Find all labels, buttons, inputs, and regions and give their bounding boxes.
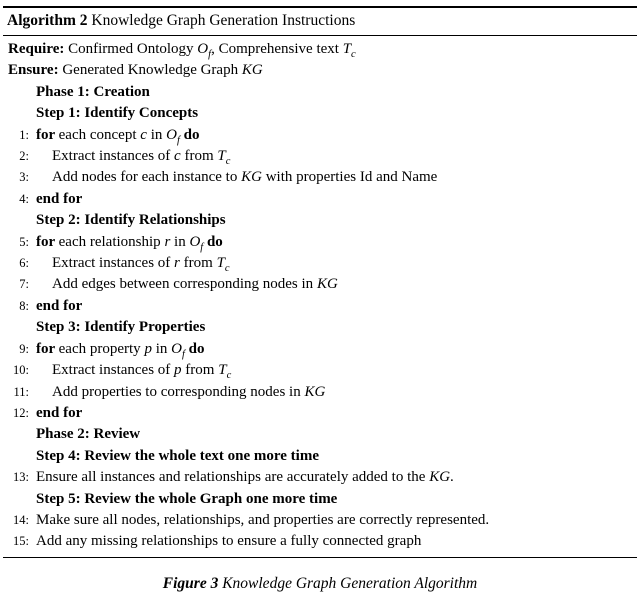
line-number: 15: — [13, 534, 29, 549]
line-number: 5: — [19, 234, 29, 249]
line-content: Extract instances of c from $T_c$ — [52, 148, 231, 168]
algorithm-label: Algorithm 2 — [7, 12, 88, 29]
algo-line — [7, 317, 633, 338]
line-content: Make sure all nodes, relationships, and properties are correctly represented. — [36, 511, 490, 528]
algo-line — [7, 339, 633, 360]
algo-line — [7, 510, 633, 531]
line-number: 4: — [19, 191, 29, 206]
line-number: 2: — [19, 149, 29, 164]
line-number: 9: — [19, 341, 29, 356]
algo-line — [7, 360, 633, 381]
bottom-rule — [3, 557, 637, 558]
algo-line — [7, 446, 633, 467]
line-content: Step 3: Identify Properties — [36, 319, 206, 336]
line-number: 14: — [13, 512, 29, 527]
line-content: Step 5: Review the whole Graph one more time — [36, 490, 338, 507]
line-content: Extract instances of r from $T_c$ — [52, 255, 230, 275]
algorithm-title-text: Knowledge Graph Generation Instructions — [87, 12, 356, 29]
algorithm-title — [3, 8, 637, 35]
line-content: Require: Confirmed Ontology $O_f$, Comprehensive text $T_c$ — [8, 41, 356, 60]
line-content: for each relationship r in $O_f$ do — [36, 233, 223, 253]
line-content: for each concept c in $O_f$ do — [36, 126, 200, 146]
algo-line — [7, 296, 633, 317]
line-number: 1: — [19, 127, 29, 142]
line-content: Ensure: Generated Knowledge Graph KG — [8, 62, 263, 79]
line-content: for each property p in $O_f$ do — [36, 340, 205, 360]
line-content: Add edges between corresponding nodes in KG — [52, 276, 338, 293]
line-content: end for — [36, 297, 83, 314]
line-content: Ensure all instances and relationships are accurately added to the KG. — [36, 469, 454, 486]
line-number: 11: — [13, 384, 29, 399]
line-number — [7, 210, 36, 231]
figure-caption-label: Figure 3 — [162, 574, 219, 592]
line-number — [7, 424, 36, 445]
algo-line — [7, 467, 633, 488]
algo-line — [7, 274, 633, 295]
algo-line — [7, 167, 633, 188]
line-number: 6: — [19, 256, 29, 271]
algorithm-body — [3, 36, 637, 557]
algo-line — [7, 489, 633, 510]
line-content: Add properties to corresponding nodes in KG — [52, 383, 326, 400]
line-number: 12: — [13, 405, 29, 420]
line-content: Step 2: Identify Relationships — [36, 212, 226, 229]
algo-line — [7, 189, 633, 210]
line-content: Phase 2: Review — [36, 426, 141, 443]
algo-line — [7, 382, 633, 403]
line-content: Extract instances of p from $T_c$ — [52, 362, 232, 382]
line-number — [7, 446, 36, 467]
figure-caption — [0, 575, 640, 593]
line-content: Step 1: Identify Concepts — [36, 105, 199, 122]
line-number: 3: — [19, 170, 29, 185]
line-number: 13: — [13, 470, 29, 485]
algo-line — [7, 403, 633, 424]
algo-line — [7, 39, 633, 60]
line-number: 10: — [13, 363, 29, 378]
algo-line — [7, 424, 633, 445]
line-content: Add nodes for each instance to KG with properties Id and Name — [52, 169, 438, 186]
algo-line — [7, 125, 633, 146]
algo-line — [7, 146, 633, 167]
line-number: 7: — [19, 277, 29, 292]
figure-caption-text: Knowledge Graph Generation Algorithm — [218, 574, 478, 592]
algo-line — [7, 103, 633, 124]
algorithm-box — [3, 6, 637, 558]
line-number — [7, 317, 36, 338]
line-number — [7, 103, 36, 124]
line-content: end for — [36, 404, 83, 421]
line-content: Step 4: Review the whole text one more time — [36, 447, 319, 464]
line-content: Phase 1: Creation — [36, 83, 150, 100]
line-number — [7, 489, 36, 510]
algo-line — [7, 82, 633, 103]
line-number — [7, 82, 36, 103]
line-number: 8: — [19, 298, 29, 313]
algo-line — [7, 210, 633, 231]
algo-line — [7, 253, 633, 274]
line-content: end for — [36, 190, 83, 207]
algo-line — [7, 232, 633, 253]
algo-line — [7, 531, 633, 552]
line-content: Add any missing relationships to ensure a fully connected graph — [36, 533, 422, 550]
algo-line — [7, 60, 633, 81]
